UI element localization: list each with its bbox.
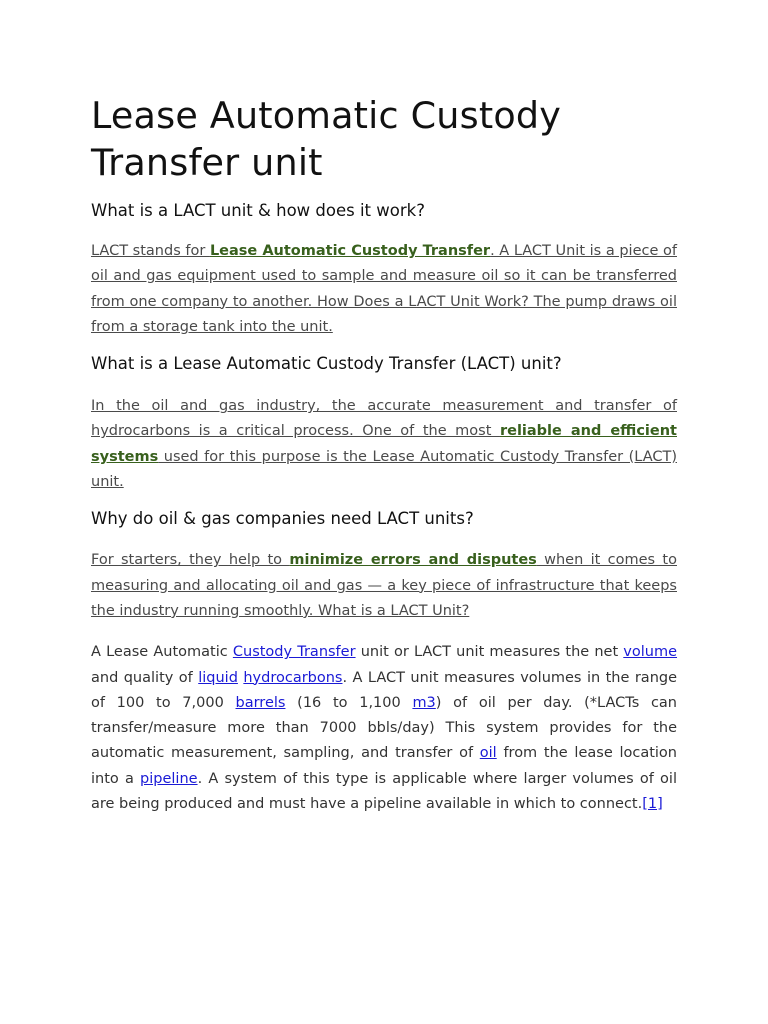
paragraph-lact-measures	[91, 640, 677, 817]
para3-bold-link[interactable]: minimize errors and disputes	[289, 552, 537, 569]
page-title: Lease Automatic Custody Transfer unit	[91, 94, 562, 184]
link-liquid[interactable]: liquid	[198, 669, 238, 686]
link-pipeline[interactable]: pipeline	[140, 770, 198, 787]
section-heading-how-it-works: What is a LACT unit & how does it work?	[91, 201, 425, 220]
para4-text-1: A Lease Automatic	[91, 644, 233, 661]
link-hydrocarbons[interactable]: hydrocarbons	[243, 669, 343, 686]
para4-text-5: . A LACT unit measures volumes in the range of 100 to 7,000	[91, 669, 678, 711]
link-m3[interactable]: m3	[412, 694, 436, 711]
section-heading-what-is-lact: What is a Lease Automatic Custody Transfer (LACT) unit?	[91, 354, 562, 374]
link-barrels[interactable]: barrels	[235, 694, 286, 711]
document-page	[91, 92, 677, 817]
para4-text-8: from the lease location into a	[91, 745, 677, 787]
link-oil[interactable]: oil	[479, 745, 497, 762]
para3-text-end[interactable]: when it comes to measuring and allocating oil and gas — a key piece of infrastructure that keeps the industry running smoothly. What is a LACT Unit?	[91, 552, 677, 619]
section-heading-why-need: Why do oil & gas companies need LACT units?	[91, 509, 474, 529]
link-volume[interactable]: volume	[623, 644, 678, 661]
para2-text-end[interactable]: used for this purpose is the Lease Automatic Custody Transfer (LACT) unit.	[91, 448, 677, 491]
para3-text-start[interactable]: For starters, they help to	[91, 552, 290, 569]
para2-bold-link[interactable]: reliable and efficient systems	[91, 423, 677, 465]
paragraph-lact-definition	[91, 239, 677, 340]
para1-text-end[interactable]: . A LACT Unit is a piece of oil and gas equipment used to sample and measure oil so it can be transferred from one company to another. How Does a LACT Unit Work? The pump draws oil from a storage tank into the unit.	[91, 243, 677, 335]
para4-text-3: and quality of	[91, 669, 199, 686]
para4-text-6: (16 to 1,100	[285, 694, 413, 711]
para2-text-start[interactable]: In the oil and gas industry, the accurate measurement and transfer of hydrocarbons is a critical process. One of the most	[91, 398, 677, 440]
paragraph-why-need	[91, 548, 677, 624]
para4-text-9: . A system of this type is applicable where larger volumes of oil are being produced and must have a pipeline available in which to connect.	[91, 770, 677, 813]
link-custody-transfer[interactable]: Custody Transfer	[232, 644, 356, 661]
link-reference-1[interactable]: [1]	[642, 796, 663, 813]
para4-text-7: ) of oil per day. (*LACTs can transfer/measure more than 7000 bbls/day) This system provides for the automatic measurement, sampling, and transfer of	[91, 694, 678, 762]
para1-bold-link[interactable]: Lease Automatic Custody Transfer	[209, 243, 491, 259]
paragraph-industry	[91, 394, 677, 495]
para4-text-2: unit or LACT unit measures the net	[355, 644, 624, 661]
para1-text-start[interactable]: LACT stands for	[91, 243, 210, 259]
